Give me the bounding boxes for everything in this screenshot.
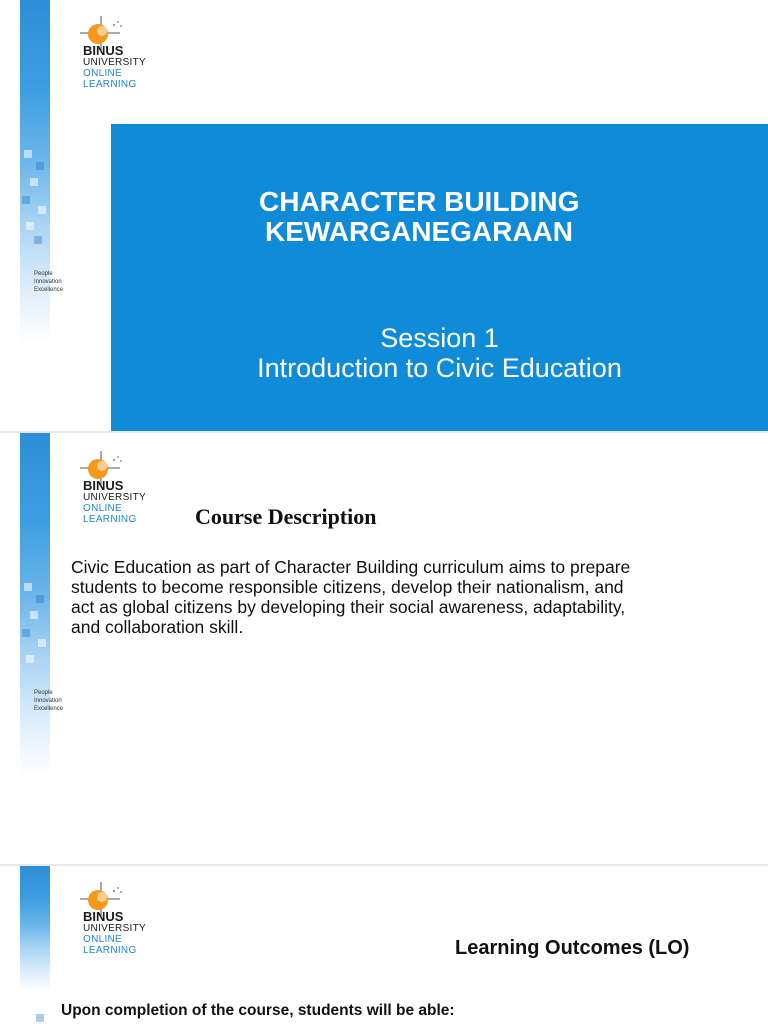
logo-university: UNIVERSITY bbox=[83, 492, 147, 503]
course-description-slide bbox=[0, 433, 768, 864]
decorative-strip bbox=[20, 433, 50, 864]
tagline: People Innovation Excellence bbox=[34, 271, 64, 293]
learning-outcomes-slide bbox=[0, 866, 768, 1024]
logo-learning: LEARNING bbox=[83, 945, 137, 956]
logo-binus: BINUS bbox=[83, 478, 124, 493]
logo-learning: LEARNING bbox=[83, 514, 137, 525]
outcomes-intro: Upon completion of the course, students will be able: bbox=[61, 1002, 455, 1019]
logo-university: UNIVERSITY bbox=[83, 923, 147, 934]
title-panel bbox=[111, 124, 768, 431]
logo-online: ONLINE bbox=[83, 68, 123, 79]
binus-logo bbox=[68, 16, 188, 90]
decorative-strip bbox=[20, 0, 50, 431]
session-label: Session 1 bbox=[380, 323, 499, 353]
binus-logo bbox=[68, 451, 188, 525]
course-title-line1: CHARACTER BUILDING bbox=[259, 186, 580, 217]
title-slide bbox=[0, 0, 768, 431]
logo-binus: BINUS bbox=[83, 43, 124, 58]
logo-binus: BINUS bbox=[83, 909, 124, 924]
decorative-strip bbox=[20, 866, 50, 1024]
logo-learning: LEARNING bbox=[83, 79, 137, 90]
logo-university: UNIVERSITY bbox=[83, 57, 147, 68]
logo-online: ONLINE bbox=[83, 934, 123, 945]
session-subtitle: Introduction to Civic Education bbox=[257, 353, 622, 383]
slide-heading: Course Description bbox=[195, 504, 377, 529]
binus-logo bbox=[68, 882, 188, 956]
tagline: People Innovation Excellence bbox=[34, 690, 64, 712]
course-description-text: Civic Education as part of Character Building curriculum aims to prepare students to become responsible citizens, develop their nationalism, and act as global citizens by developing their social awareness, adaptability, and collaboration skill. bbox=[71, 557, 631, 637]
slide-heading: Learning Outcomes (LO) bbox=[455, 937, 690, 959]
logo-online: ONLINE bbox=[83, 503, 123, 514]
course-title-line2: KEWARGANEGARAAN bbox=[265, 216, 573, 247]
